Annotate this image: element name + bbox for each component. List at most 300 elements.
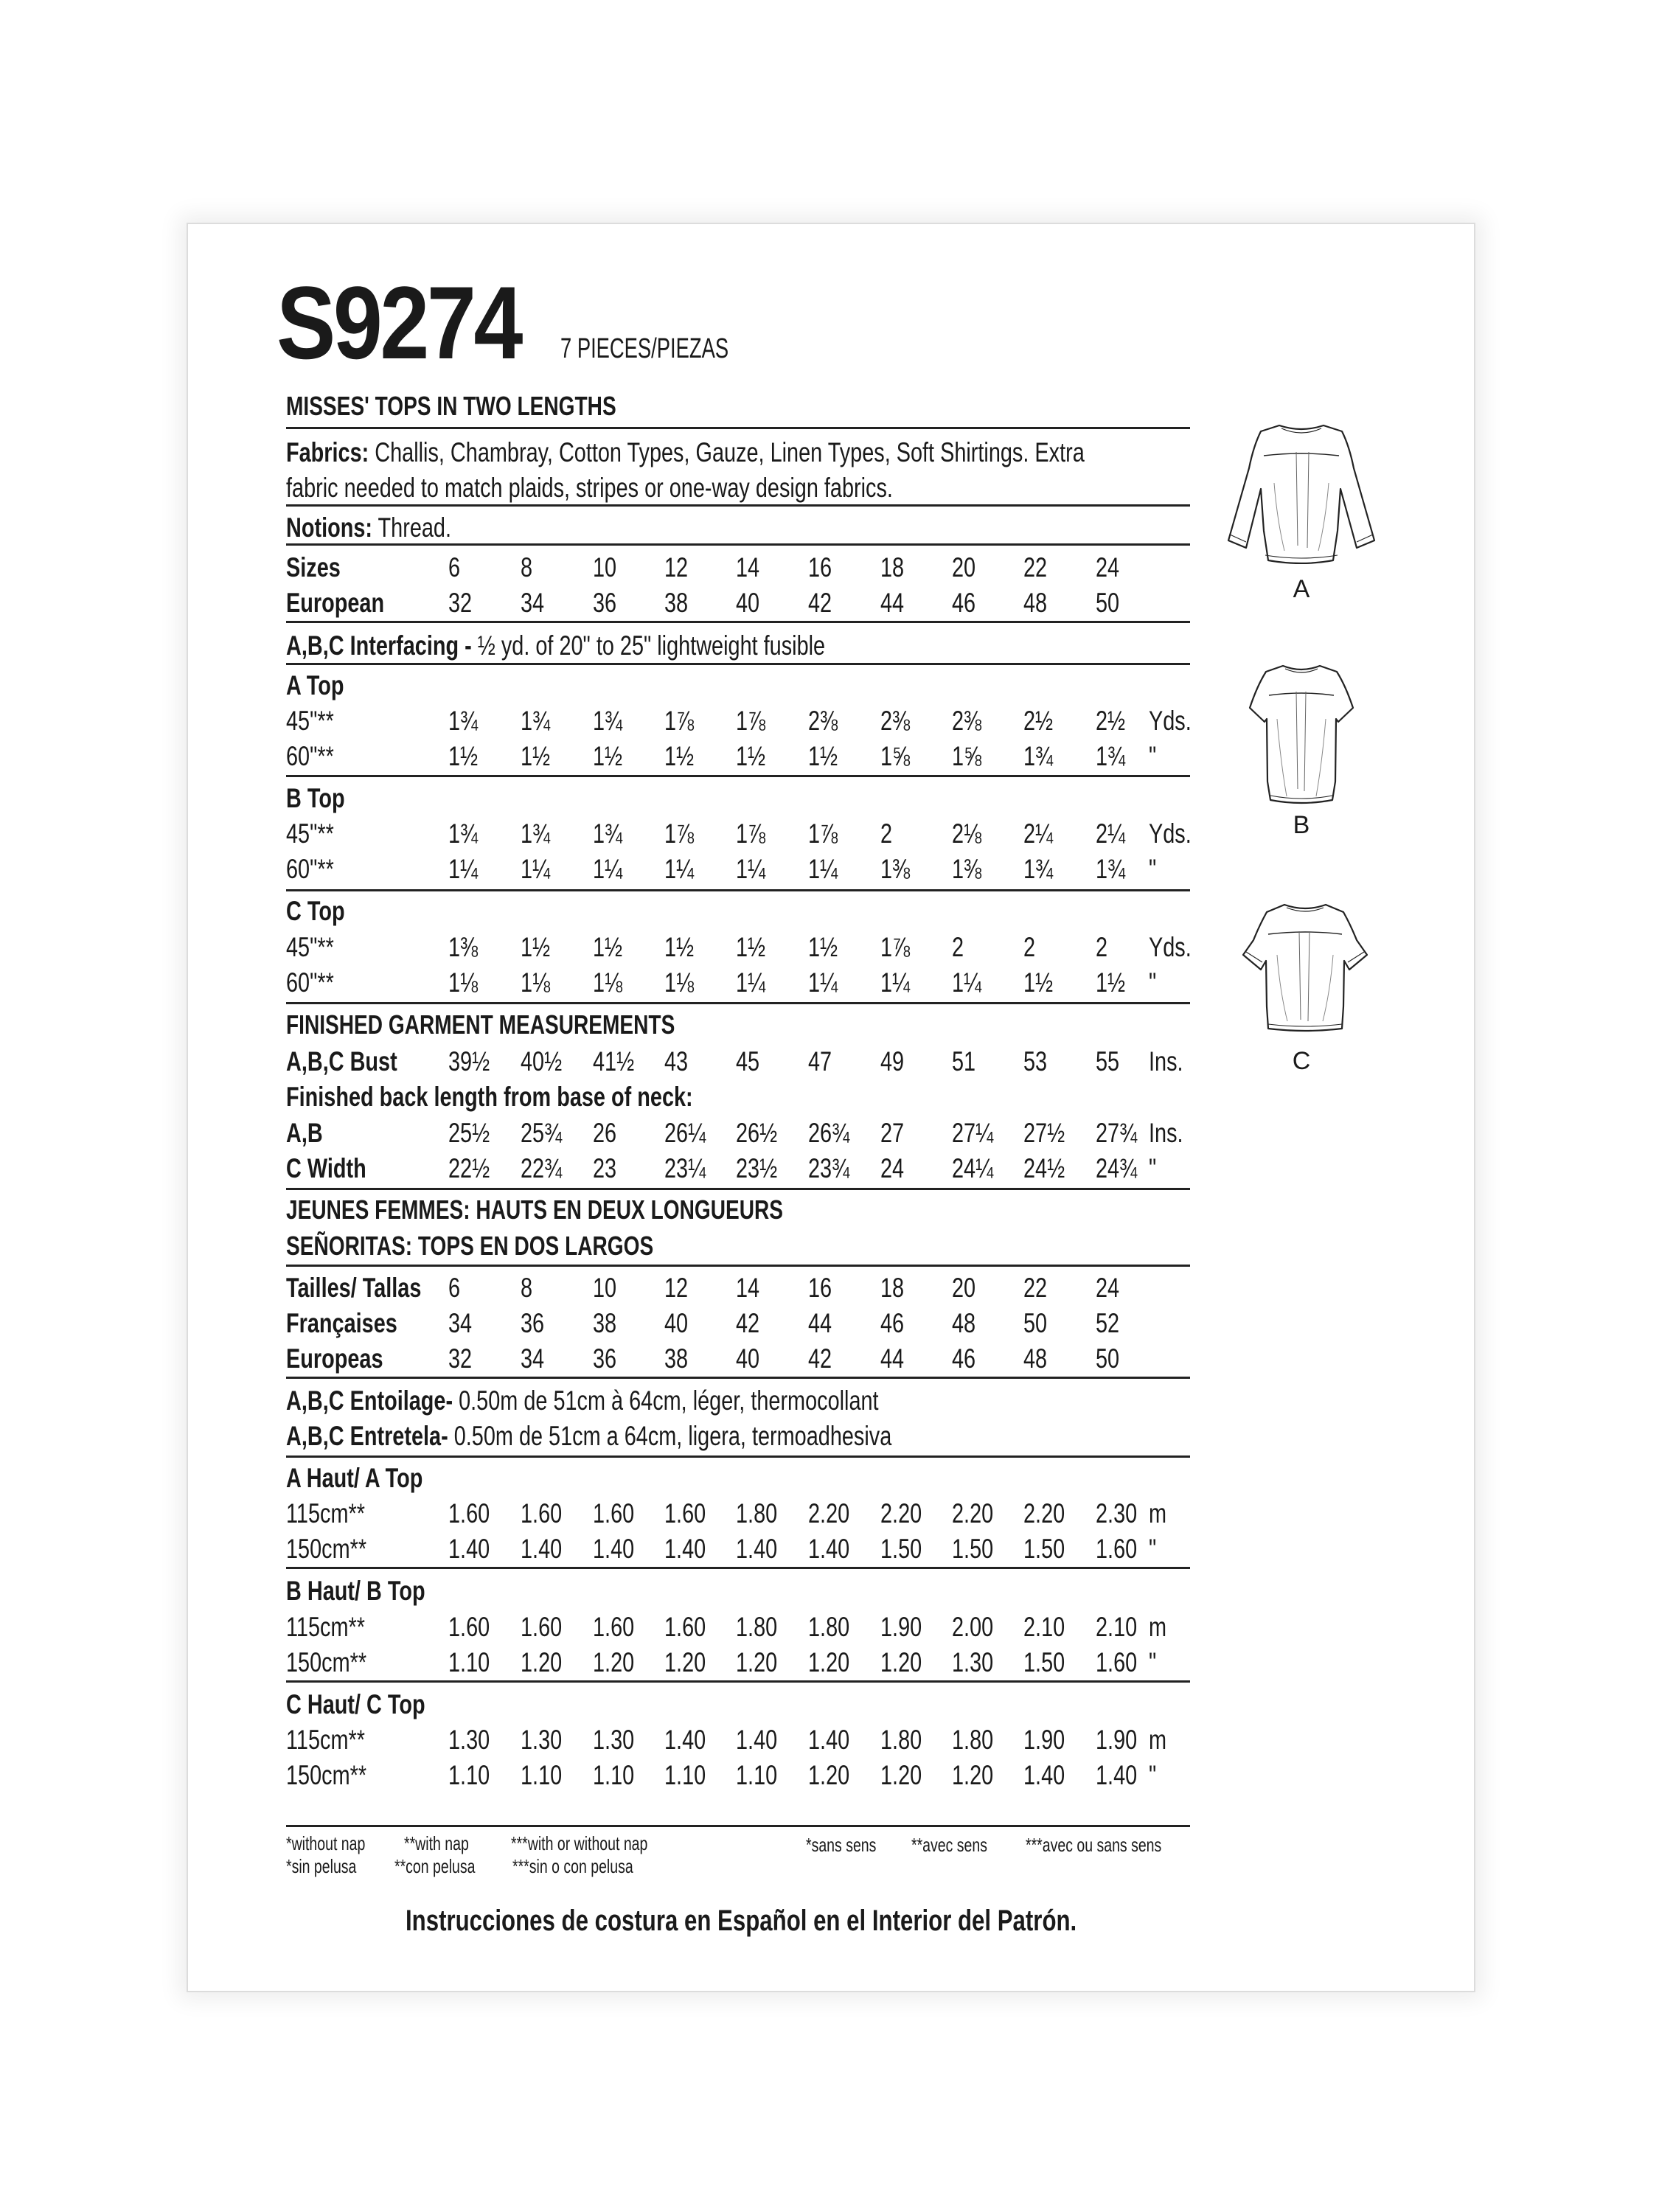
b-top-45-row bbox=[286, 816, 1200, 852]
row-label: 115cm** bbox=[286, 1498, 365, 1528]
cell-value: 1¼ bbox=[880, 967, 911, 998]
cell-value: 1.60 bbox=[664, 1612, 706, 1642]
entretela-value: 0.50m de 51cm a 64cm, ligera, termoadhesiva bbox=[453, 1421, 892, 1451]
entretela-label: A,B,C Entretela- bbox=[286, 1421, 448, 1451]
cell-value: 1.20 bbox=[880, 1647, 922, 1677]
unit-label: " bbox=[1149, 1647, 1157, 1677]
cell-value: 1.40 bbox=[664, 1534, 706, 1564]
a-haut-150-row bbox=[286, 1531, 1200, 1567]
unit-label: " bbox=[1149, 1153, 1157, 1183]
cell-value: 23½ bbox=[736, 1153, 778, 1183]
cell-value: 1.20 bbox=[664, 1647, 706, 1677]
cell-value: 12 bbox=[664, 552, 689, 582]
cell-value: 45 bbox=[736, 1046, 760, 1077]
cell-value: 1¼ bbox=[736, 854, 766, 884]
row-label: 60"** bbox=[286, 854, 334, 884]
row-label: 115cm** bbox=[286, 1612, 365, 1642]
interfacing bbox=[286, 628, 977, 664]
cell-value: 1.30 bbox=[448, 1725, 490, 1755]
divider bbox=[286, 889, 1190, 891]
cell-value: 1¼ bbox=[952, 967, 982, 998]
divider bbox=[286, 1567, 1190, 1569]
cell-value: 2½ bbox=[1096, 706, 1126, 736]
cell-value: 1¾ bbox=[1096, 741, 1126, 771]
cell-value: 1.40 bbox=[808, 1725, 850, 1755]
cell-value: 51 bbox=[952, 1046, 976, 1077]
unit-label: m bbox=[1149, 1612, 1167, 1642]
cell-value: 22 bbox=[1023, 552, 1048, 582]
pattern-number: S9274 bbox=[276, 265, 521, 380]
cell-value: 12 bbox=[664, 1273, 689, 1303]
cell-value: 1.20 bbox=[808, 1647, 850, 1677]
row-label: 115cm** bbox=[286, 1725, 365, 1755]
a-haut-title: A Haut/ A Top bbox=[286, 1463, 423, 1493]
cell-value: 1.40 bbox=[1023, 1760, 1065, 1790]
fabrics-label: Fabrics: bbox=[286, 437, 369, 467]
a-top-title: A Top bbox=[286, 670, 344, 700]
cell-value: 44 bbox=[880, 588, 905, 618]
cell-value: 2.20 bbox=[880, 1498, 922, 1528]
cell-value: 23 bbox=[593, 1153, 617, 1183]
cell-value: 38 bbox=[664, 1343, 689, 1374]
cell-value: 2¼ bbox=[1023, 818, 1054, 849]
cell-value: 1¾ bbox=[593, 706, 623, 736]
entoilage-label: A,B,C Entoilage- bbox=[286, 1385, 453, 1416]
cell-value: 1⅞ bbox=[736, 706, 766, 736]
cell-value: 50 bbox=[1096, 1343, 1120, 1374]
cell-value: 55 bbox=[1096, 1046, 1120, 1077]
cell-value: 27¾ bbox=[1096, 1118, 1138, 1148]
measurements-title: FINISHED GARMENT MEASUREMENTS bbox=[286, 1009, 675, 1040]
cell-value: 1¾ bbox=[593, 818, 623, 849]
cell-value: 52 bbox=[1096, 1308, 1120, 1338]
unit-label: " bbox=[1149, 1534, 1157, 1564]
a-top-45-row bbox=[286, 703, 1200, 739]
cell-value: 1½ bbox=[1096, 967, 1126, 998]
cell-value: 36 bbox=[593, 1343, 617, 1374]
row-label: 60"** bbox=[286, 967, 334, 998]
cell-value: 2⅜ bbox=[880, 706, 911, 736]
cap-sleeve-top-icon bbox=[1242, 653, 1360, 807]
cell-value: 2.00 bbox=[952, 1612, 994, 1642]
a-top-60-row bbox=[286, 739, 1200, 774]
cell-value: 1.20 bbox=[736, 1647, 778, 1677]
entoilage bbox=[286, 1383, 1046, 1419]
cell-value: 38 bbox=[664, 588, 689, 618]
cell-value: 39½ bbox=[448, 1046, 490, 1077]
row-label: 45"** bbox=[286, 932, 334, 962]
cell-value: 34 bbox=[521, 588, 545, 618]
cell-value: 1¾ bbox=[1023, 741, 1054, 771]
cell-value: 1⅛ bbox=[521, 967, 551, 998]
cell-value: 23¼ bbox=[664, 1153, 706, 1183]
cell-value: 40½ bbox=[521, 1046, 563, 1077]
cell-value: 48 bbox=[952, 1308, 976, 1338]
cell-value: 38 bbox=[593, 1308, 617, 1338]
cell-value: 8 bbox=[521, 552, 533, 582]
divider bbox=[286, 1188, 1190, 1190]
cell-value: 14 bbox=[736, 1273, 760, 1303]
cell-value: 27¼ bbox=[952, 1118, 994, 1148]
cell-value: 50 bbox=[1096, 588, 1120, 618]
cell-value: 1⅞ bbox=[664, 706, 695, 736]
cell-value: 20 bbox=[952, 552, 976, 582]
cell-value: 46 bbox=[952, 588, 976, 618]
cell-value: 1.40 bbox=[521, 1534, 563, 1564]
bust-row bbox=[286, 1044, 1200, 1079]
cell-value: 1.90 bbox=[880, 1612, 922, 1642]
divider bbox=[286, 427, 1190, 429]
pieces-count: 7 PIECES/PIEZAS bbox=[560, 333, 729, 364]
notions-value: Thread. bbox=[378, 512, 451, 543]
cell-value: 25¾ bbox=[521, 1118, 563, 1148]
cell-value: 2⅜ bbox=[952, 706, 982, 736]
interfacing-label: A,B,C Interfacing - bbox=[286, 630, 472, 661]
cell-value: 42 bbox=[808, 588, 832, 618]
cell-value: 1½ bbox=[521, 932, 551, 962]
cell-value: 1.10 bbox=[664, 1760, 706, 1790]
short-sleeve-top-icon bbox=[1239, 896, 1371, 1036]
cell-value: 1.40 bbox=[1096, 1760, 1138, 1790]
row-label: C Width bbox=[286, 1153, 366, 1183]
notions bbox=[286, 510, 498, 546]
cell-value: 2.20 bbox=[808, 1498, 850, 1528]
cell-value: 1.20 bbox=[952, 1760, 994, 1790]
cell-value: 1.20 bbox=[593, 1647, 635, 1677]
row-label: Europeas bbox=[286, 1343, 383, 1374]
divider bbox=[286, 1455, 1190, 1458]
cell-value: 10 bbox=[593, 552, 617, 582]
cell-value: 32 bbox=[448, 588, 473, 618]
cell-value: 1.20 bbox=[521, 1647, 563, 1677]
spanish-title: SEÑORITAS: TOPS EN DOS LARGOS bbox=[286, 1231, 654, 1261]
francaises-row bbox=[286, 1306, 1200, 1341]
unit-label: Yds. bbox=[1149, 818, 1192, 849]
cell-value: 44 bbox=[880, 1343, 905, 1374]
cell-value: 1.80 bbox=[736, 1612, 778, 1642]
cell-value: 2.20 bbox=[1023, 1498, 1065, 1528]
row-label: A,B,C Bust bbox=[286, 1046, 397, 1077]
english-title: MISSES' TOPS IN TWO LENGTHS bbox=[286, 391, 616, 421]
unit-label: " bbox=[1149, 741, 1157, 771]
cell-value: 47 bbox=[808, 1046, 832, 1077]
row-label: Françaises bbox=[286, 1308, 397, 1338]
cell-value: 1.30 bbox=[593, 1725, 635, 1755]
cell-value: 1.10 bbox=[521, 1760, 563, 1790]
cell-value: 1⅞ bbox=[808, 818, 838, 849]
cell-value: 8 bbox=[521, 1273, 533, 1303]
cell-value: 23¾ bbox=[808, 1153, 850, 1183]
cell-value: 36 bbox=[521, 1308, 545, 1338]
cell-value: 2¼ bbox=[1096, 818, 1126, 849]
divider bbox=[286, 663, 1190, 665]
row-label: 150cm** bbox=[286, 1534, 367, 1564]
footnote-en-1: *without nap bbox=[286, 1832, 366, 1854]
cell-value: 1.50 bbox=[1023, 1647, 1065, 1677]
cell-value: 1.40 bbox=[664, 1725, 706, 1755]
cell-value: 1.10 bbox=[448, 1760, 490, 1790]
cell-value: 1¼ bbox=[521, 854, 551, 884]
cell-value: 1.20 bbox=[808, 1760, 850, 1790]
cell-value: 1¾ bbox=[1023, 854, 1054, 884]
b-top-title: B Top bbox=[286, 783, 345, 813]
cell-value: 1¼ bbox=[808, 967, 838, 998]
cell-value: 1.10 bbox=[593, 1760, 635, 1790]
footnote-es-2: **con pelusa bbox=[394, 1855, 476, 1877]
cell-value: 1.10 bbox=[736, 1760, 778, 1790]
cell-value: 27 bbox=[880, 1118, 905, 1148]
view-c-label: C bbox=[1292, 1047, 1311, 1075]
unit-label: Ins. bbox=[1149, 1046, 1183, 1077]
cell-value: 27½ bbox=[1023, 1118, 1065, 1148]
cell-value: 40 bbox=[736, 1343, 760, 1374]
unit-label: m bbox=[1149, 1498, 1167, 1528]
cell-value: 44 bbox=[808, 1308, 832, 1338]
cell-value: 1.10 bbox=[448, 1647, 490, 1677]
divider bbox=[286, 1265, 1190, 1267]
cell-value: 1⅜ bbox=[448, 932, 479, 962]
cell-value: 1.60 bbox=[664, 1498, 706, 1528]
divider bbox=[286, 775, 1190, 777]
cell-value: 26¼ bbox=[664, 1118, 706, 1148]
view-b-label: B bbox=[1293, 811, 1310, 839]
footnote-fr-3: ***avec ou sans sens bbox=[1026, 1834, 1162, 1856]
cell-value: 41½ bbox=[593, 1046, 635, 1077]
divider bbox=[286, 621, 1190, 623]
unit-label: " bbox=[1149, 1760, 1157, 1790]
cell-value: 2⅜ bbox=[808, 706, 838, 736]
cell-value: 26½ bbox=[736, 1118, 778, 1148]
cell-value: 1¼ bbox=[664, 854, 695, 884]
cell-value: 1½ bbox=[808, 741, 838, 771]
cell-value: 1⅛ bbox=[448, 967, 479, 998]
cell-value: 16 bbox=[808, 1273, 832, 1303]
cell-value: 18 bbox=[880, 1273, 905, 1303]
cell-value: 1.60 bbox=[593, 1612, 635, 1642]
spanish-instructions-note: Instrucciones de costura en Español en el Interior del Patrón. bbox=[406, 1905, 1077, 1937]
view-a-label: A bbox=[1293, 575, 1310, 603]
cell-value: 1.40 bbox=[448, 1534, 490, 1564]
c-haut-150-row bbox=[286, 1758, 1200, 1793]
cell-value: 2.20 bbox=[952, 1498, 994, 1528]
unit-label: m bbox=[1149, 1725, 1167, 1755]
cell-value: 10 bbox=[593, 1273, 617, 1303]
cell-value: 1⅞ bbox=[664, 818, 695, 849]
cell-value: 1.50 bbox=[1023, 1534, 1065, 1564]
cell-value: 1¾ bbox=[521, 706, 551, 736]
cell-value: 50 bbox=[1023, 1308, 1048, 1338]
entoilage-value: 0.50m de 51cm à 64cm, léger, thermocollant bbox=[459, 1385, 879, 1416]
unit-label: Yds. bbox=[1149, 706, 1192, 736]
cell-value: 34 bbox=[448, 1308, 473, 1338]
cell-value: 1.60 bbox=[593, 1498, 635, 1528]
cell-value: 26¾ bbox=[808, 1118, 850, 1148]
notions-label: Notions: bbox=[286, 512, 373, 543]
footnote-en-2: **with nap bbox=[404, 1832, 469, 1854]
cell-value: 1⅛ bbox=[664, 967, 695, 998]
footnote-fr-2: **avec sens bbox=[911, 1834, 987, 1856]
row-label: Sizes bbox=[286, 552, 341, 582]
cell-value: 46 bbox=[880, 1308, 905, 1338]
divider bbox=[286, 543, 1190, 546]
cell-value: 2⅛ bbox=[952, 818, 982, 849]
a-haut-115-row bbox=[286, 1496, 1200, 1531]
cell-value: 1⅞ bbox=[736, 818, 766, 849]
cell-value: 2 bbox=[880, 818, 893, 849]
footnote-fr-1: *sans sens bbox=[806, 1834, 877, 1856]
b-haut-115-row bbox=[286, 1610, 1200, 1645]
cell-value: 34 bbox=[521, 1343, 545, 1374]
cell-value: 1.60 bbox=[448, 1498, 490, 1528]
cell-value: 2 bbox=[1096, 932, 1108, 962]
cell-value: 48 bbox=[1023, 588, 1048, 618]
cell-value: 1½ bbox=[664, 741, 695, 771]
cell-value: 22¾ bbox=[521, 1153, 563, 1183]
cell-value: 1.20 bbox=[880, 1760, 922, 1790]
c-haut-115-row bbox=[286, 1722, 1200, 1758]
cell-value: 2½ bbox=[1023, 706, 1054, 736]
back-length-label: Finished back length from base of neck: bbox=[286, 1082, 693, 1112]
cell-value: 1½ bbox=[448, 741, 479, 771]
entretela bbox=[286, 1419, 1062, 1454]
cell-value: 24 bbox=[880, 1153, 905, 1183]
c-top-45-row bbox=[286, 930, 1200, 965]
cell-value: 1½ bbox=[808, 932, 838, 962]
cell-value: 24 bbox=[1096, 1273, 1120, 1303]
cell-value: 20 bbox=[952, 1273, 976, 1303]
fabrics-value: Challis, Chambray, Cotton Types, Gauze, Linen Types, Soft Shirtings. Extra bbox=[375, 437, 1085, 467]
cell-value: 1½ bbox=[736, 932, 766, 962]
cell-value: 6 bbox=[448, 1273, 461, 1303]
footnote-es-1: *sin pelusa bbox=[286, 1855, 357, 1877]
cell-value: 1⅝ bbox=[952, 741, 982, 771]
row-label: 45"** bbox=[286, 818, 334, 849]
interfacing-value: ½ yd. of 20" to 25" lightweight fusible bbox=[477, 630, 826, 661]
cell-value: 1½ bbox=[736, 741, 766, 771]
cell-value: 1⅜ bbox=[880, 854, 911, 884]
european-row bbox=[286, 585, 1200, 621]
row-label: 150cm** bbox=[286, 1760, 367, 1790]
cell-value: 1.90 bbox=[1023, 1725, 1065, 1755]
cell-value: 1½ bbox=[521, 741, 551, 771]
divider bbox=[286, 1825, 1190, 1827]
footnote-es-3: ***sin o con pelusa bbox=[512, 1855, 633, 1877]
c-top-title: C Top bbox=[286, 896, 345, 926]
cell-value: 1.40 bbox=[593, 1534, 635, 1564]
row-label: A,B bbox=[286, 1118, 323, 1148]
divider bbox=[286, 1680, 1190, 1683]
cell-value: 1.80 bbox=[736, 1498, 778, 1528]
footnote-en-3: ***with or without nap bbox=[511, 1832, 648, 1854]
divider bbox=[286, 1002, 1190, 1004]
c-haut-title: C Haut/ C Top bbox=[286, 1689, 425, 1719]
long-sleeve-top-icon bbox=[1217, 417, 1386, 564]
ab-length-row bbox=[286, 1116, 1200, 1151]
c-width-row bbox=[286, 1151, 1200, 1186]
cell-value: 1¼ bbox=[808, 854, 838, 884]
cell-value: 16 bbox=[808, 552, 832, 582]
cell-value: 1¼ bbox=[593, 854, 623, 884]
cell-value: 1.60 bbox=[521, 1612, 563, 1642]
divider bbox=[286, 1377, 1190, 1379]
row-label: 45"** bbox=[286, 706, 334, 736]
cell-value: 2.10 bbox=[1023, 1612, 1065, 1642]
unit-label: " bbox=[1149, 967, 1157, 998]
cell-value: 2.10 bbox=[1096, 1612, 1138, 1642]
french-title: JEUNES FEMMES: HAUTS EN DEUX LONGUEURS bbox=[286, 1194, 783, 1225]
row-label: 150cm** bbox=[286, 1647, 367, 1677]
unit-label: " bbox=[1149, 854, 1157, 884]
cell-value: 2 bbox=[952, 932, 964, 962]
cell-value: 42 bbox=[736, 1308, 760, 1338]
cell-value: 1¼ bbox=[736, 967, 766, 998]
cell-value: 1⅜ bbox=[952, 854, 982, 884]
cell-value: 1.60 bbox=[1096, 1534, 1138, 1564]
cell-value: 6 bbox=[448, 552, 461, 582]
cell-value: 1.60 bbox=[448, 1612, 490, 1642]
cell-value: 22 bbox=[1023, 1273, 1048, 1303]
cell-value: 1¾ bbox=[448, 818, 479, 849]
cell-value: 42 bbox=[808, 1343, 832, 1374]
unit-label: Ins. bbox=[1149, 1118, 1183, 1148]
cell-value: 40 bbox=[664, 1308, 689, 1338]
cell-value: 1.40 bbox=[736, 1534, 778, 1564]
cell-value: 1.80 bbox=[880, 1725, 922, 1755]
cell-value: 1.60 bbox=[521, 1498, 563, 1528]
fabrics-line-1 bbox=[286, 435, 1310, 470]
fabrics-line-2: fabric needed to match plaids, stripes or one-way design fabrics. bbox=[286, 473, 893, 503]
cell-value: 2.30 bbox=[1096, 1498, 1138, 1528]
cell-value: 2 bbox=[1023, 932, 1036, 962]
cell-value: 1.60 bbox=[1096, 1647, 1138, 1677]
unit-label: Yds. bbox=[1149, 932, 1192, 962]
cell-value: 24¼ bbox=[952, 1153, 994, 1183]
cell-value: 1.30 bbox=[521, 1725, 563, 1755]
cell-value: 24 bbox=[1096, 552, 1120, 582]
cell-value: 1.30 bbox=[952, 1647, 994, 1677]
cell-value: 1.40 bbox=[808, 1534, 850, 1564]
cell-value: 1⅝ bbox=[880, 741, 911, 771]
cell-value: 53 bbox=[1023, 1046, 1048, 1077]
cell-value: 18 bbox=[880, 552, 905, 582]
row-label: Tailles/ Tallas bbox=[286, 1273, 422, 1303]
b-haut-150-row bbox=[286, 1645, 1200, 1680]
cell-value: 1½ bbox=[664, 932, 695, 962]
cell-value: 1¾ bbox=[521, 818, 551, 849]
divider bbox=[286, 504, 1190, 507]
cell-value: 26 bbox=[593, 1118, 617, 1148]
cell-value: 48 bbox=[1023, 1343, 1048, 1374]
cell-value: 1½ bbox=[593, 932, 623, 962]
b-haut-title: B Haut/ B Top bbox=[286, 1576, 425, 1606]
cell-value: 1.80 bbox=[952, 1725, 994, 1755]
cell-value: 24¾ bbox=[1096, 1153, 1138, 1183]
cell-value: 1¼ bbox=[448, 854, 479, 884]
cell-value: 22½ bbox=[448, 1153, 490, 1183]
cell-value: 43 bbox=[664, 1046, 689, 1077]
row-label: European bbox=[286, 588, 385, 618]
europeas-row bbox=[286, 1341, 1200, 1377]
cell-value: 40 bbox=[736, 588, 760, 618]
row-label: 60"** bbox=[286, 741, 334, 771]
tailles-row bbox=[286, 1270, 1200, 1306]
b-top-60-row bbox=[286, 852, 1200, 887]
cell-value: 1.90 bbox=[1096, 1725, 1138, 1755]
cell-value: 25½ bbox=[448, 1118, 490, 1148]
cell-value: 1.80 bbox=[808, 1612, 850, 1642]
cell-value: 46 bbox=[952, 1343, 976, 1374]
cell-value: 24½ bbox=[1023, 1153, 1065, 1183]
